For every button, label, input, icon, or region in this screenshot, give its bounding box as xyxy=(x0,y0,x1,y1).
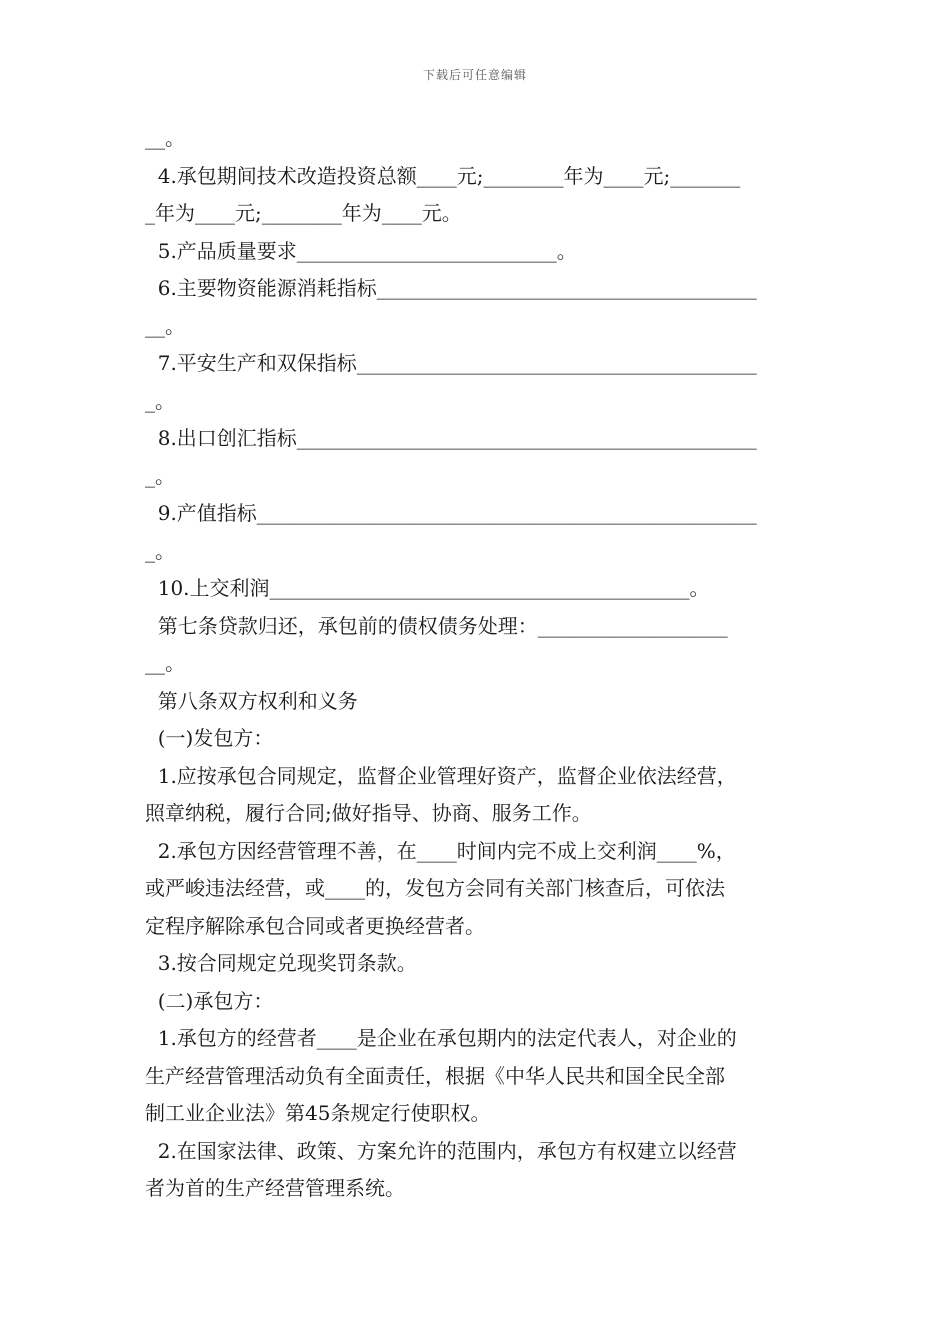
text-line: 2.在国家法律、政策、方案允许的范围内，承包方有权建立以经营 xyxy=(145,1138,737,1163)
text-line: _。 xyxy=(145,538,175,563)
page-header-note: 下载后可任意编辑 xyxy=(422,68,527,82)
section-heading: 第八条双方权利和义务 xyxy=(145,688,358,713)
text-line: _。 xyxy=(145,463,175,488)
document-body xyxy=(145,120,807,1208)
text-line: _年为____元;________年为____元。 xyxy=(145,201,462,225)
text-line: 3.按合同规定兑现奖罚条款。 xyxy=(145,951,417,975)
text-line: _。 xyxy=(145,388,175,413)
text-line: 5.产品质量要求__________________________。 xyxy=(145,238,577,263)
text-line: 定程序解除承包合同或者更换经营者。 xyxy=(145,913,485,938)
text-line: 照章纳税，履行合同;做好指导、协商、服务工作。 xyxy=(145,801,592,825)
text-line: 9.产值指标__________________________________________________ xyxy=(145,501,757,525)
text-line: 制工业企业法》第45条规定行使职权。 xyxy=(145,1101,491,1125)
text-line: 者为首的生产经营管理系统。 xyxy=(145,1176,405,1200)
text-line: __。 xyxy=(145,126,185,150)
text-line: 第七条贷款归还，承包前的债权债务处理：___________________ xyxy=(145,613,728,638)
text-line: __。 xyxy=(145,313,185,338)
text-line: 6.主要物资能源消耗指标______________________________________ xyxy=(145,276,757,300)
text-line: 或严峻违法经营，或____的，发包方会同有关部门核查后，可依法 xyxy=(145,876,725,900)
text-line: 生产经营管理活动负有全面责任，根据《中华人民共和国全民全部 xyxy=(145,1063,725,1088)
text-line: 4.承包期间技术改造投资总额____元;________年为____元;_______ xyxy=(145,163,741,188)
subsection-heading: (一)发包方： xyxy=(145,726,274,750)
text-line: __。 xyxy=(145,651,185,675)
text-line: 1.应按承包合同规定，监督企业管理好资产，监督企业依法经营， xyxy=(145,763,737,788)
text-line: 7.平安生产和双保指标________________________________________ xyxy=(145,351,757,375)
text-line: 8.出口创汇指标______________________________________________ xyxy=(145,426,757,450)
text-line: 10.上交利润__________________________________________。 xyxy=(145,576,710,600)
subsection-heading: (二)承包方： xyxy=(145,988,274,1013)
text-line: 1.承包方的经营者____是企业在承包期内的法定代表人，对企业的 xyxy=(145,1026,737,1050)
text-line: 2.承包方因经营管理不善，在____时间内完不成上交利润____%， xyxy=(145,838,736,863)
